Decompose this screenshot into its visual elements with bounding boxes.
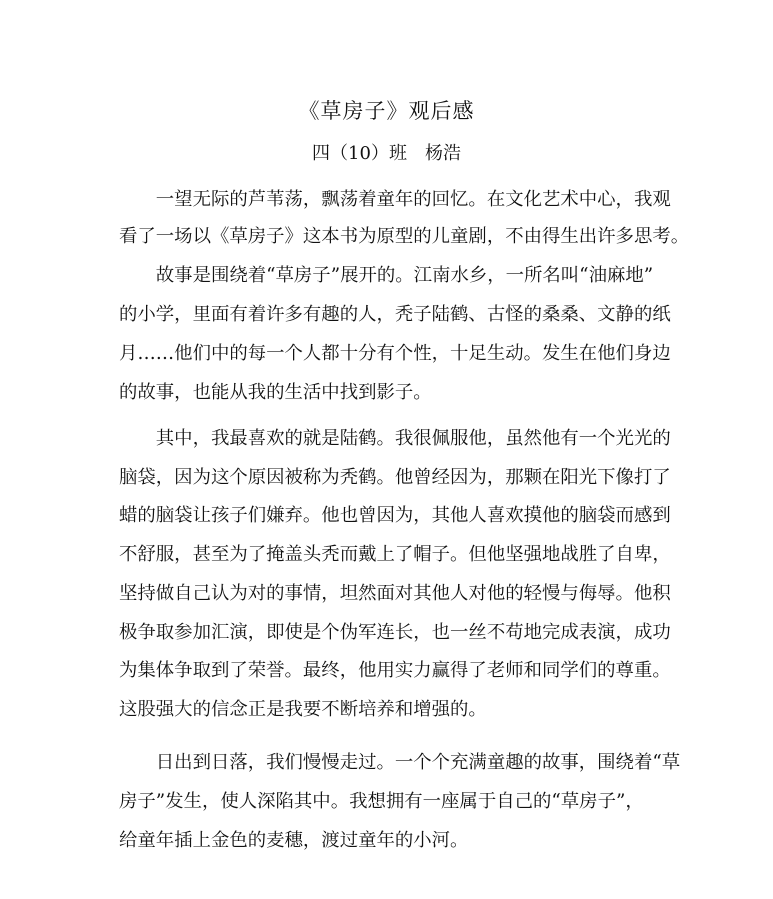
body-line: 坚持做自己认为对的事情，坦然面对其他人对他的轻慢与侮辱。他积: [119, 583, 671, 604]
body-line: 一望无际的芦苇荡，飘荡着童年的回忆。在文化艺术中心，我观: [119, 189, 671, 210]
body-line: 看了一场以《草房子》这本书为原型的儿童剧，不由得生出许多思考。: [119, 226, 690, 247]
body-line: 月……他们中的每一个人都十分有个性，十足生动。发生在他们身边: [119, 343, 671, 364]
document-title: 《草房子》观后感: [298, 99, 475, 123]
body-line: 其中，我最喜欢的就是陆鹤。我很佩服他，虽然他有一个光光的: [119, 428, 671, 449]
body-line: 极争取参加汇演，即使是个伪军连长，也一丝不苟地完成表演，成功: [119, 622, 671, 643]
body-line: 蜡的脑袋让孩子们嫌弃。他也曾因为，其他人喜欢摸他的脑袋而感到: [119, 505, 671, 526]
author-byline: 四（10）班 杨浩: [312, 143, 461, 164]
body-line: 给童年插上金色的麦穗，渡过童年的小河。: [119, 830, 469, 851]
body-line: 的故事，也能从我的生活中找到影子。: [119, 382, 432, 403]
body-line: 日出到日落，我们慢慢走过。一个个充满童趣的故事，围绕着“草: [119, 752, 681, 773]
body-line: 不舒服，甚至为了掩盖头秃而戴上了帽子。但他坚强地战胜了自卑，: [119, 544, 671, 565]
body-line: 的小学，里面有着许多有趣的人，秃子陆鹤、古怪的桑桑、文静的纸: [119, 304, 671, 325]
body-line: 脑袋，因为这个原因被称为秃鹤。他曾经因为，那颗在阳光下像打了: [119, 467, 671, 488]
body-line: 房子”发生，使人深陷其中。我想拥有一座属于自己的“草房子”，: [119, 791, 644, 812]
body-line: 故事是围绕着“草房子”展开的。江南水乡，一所名叫“油麻地”: [119, 265, 654, 286]
body-line: 为集体争取到了荣誉。最终，他用实力赢得了老师和同学们的尊重。: [119, 660, 671, 681]
body-line: 这股强大的信念正是我要不断培养和增强的。: [119, 699, 487, 720]
